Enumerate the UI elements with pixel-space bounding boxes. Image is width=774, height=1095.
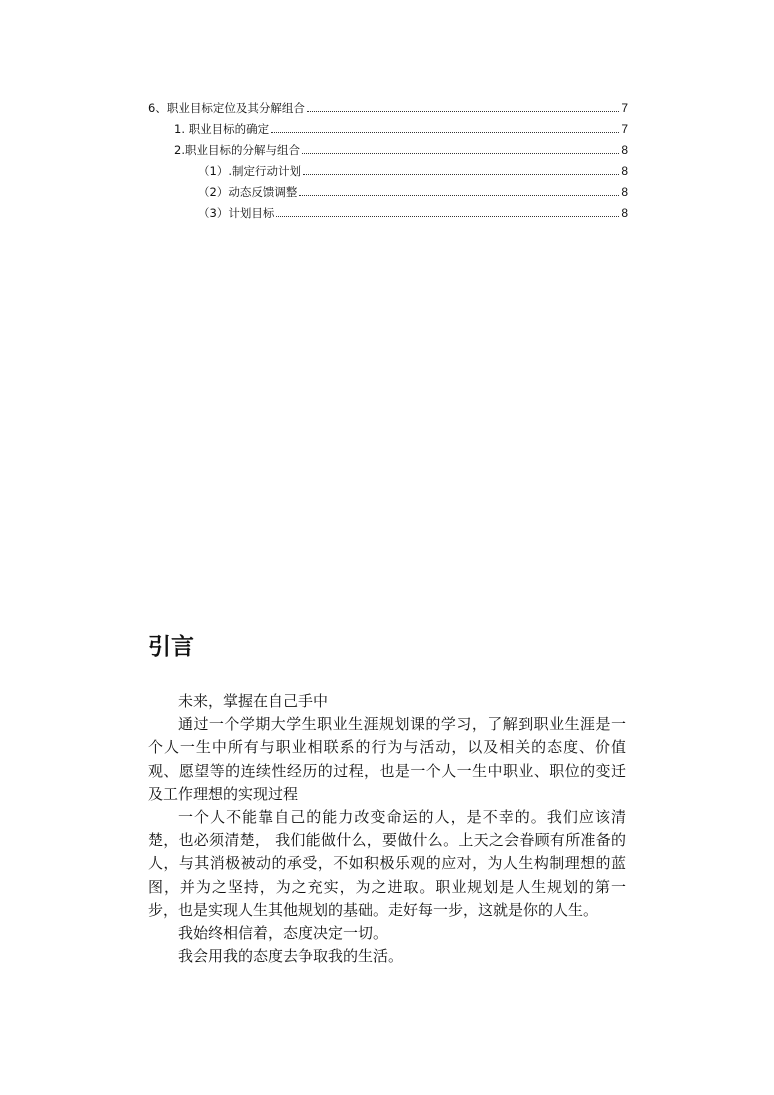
body-paragraph: 我会用我的态度去争取我的生活。	[178, 947, 404, 966]
toc-entry-page: 7	[621, 101, 628, 115]
toc-entry-page: 8	[621, 164, 628, 178]
toc-entry-page: 7	[621, 122, 628, 136]
toc-entry[interactable]	[198, 158, 628, 178]
toc-entry[interactable]	[148, 95, 628, 115]
toc-leader-dots	[271, 132, 619, 133]
toc-leader-dots	[303, 174, 619, 175]
toc-entry-label: （2）动态反馈调整	[198, 185, 298, 199]
body-paragraph: 通过一个学期大学生职业生涯规划课的学习，了解到职业生涯是一个人一生中所有与职业相联系的行为与活动，以及相关的态度、价值观、愿望等的连续性经历的过程，也是一个人一生中职业、职位的变迁及工作理想的实现过程	[148, 715, 626, 803]
body-paragraph: 未来，掌握在自己手中	[178, 692, 329, 710]
section-body	[148, 690, 626, 968]
toc-entry[interactable]	[198, 200, 628, 220]
toc-entry-page: 8	[621, 143, 628, 157]
section-heading: 引言	[148, 634, 194, 660]
toc-leader-dots	[299, 195, 619, 196]
toc-leader-dots	[276, 216, 619, 217]
toc-entry-label: （1）.制定行动计划	[198, 164, 301, 178]
body-paragraph: 我始终相信着，态度决定一切。	[178, 924, 389, 943]
toc-entry-label: （3）计划目标	[198, 206, 275, 220]
toc-leader-dots	[302, 153, 619, 154]
toc-entry[interactable]	[174, 116, 628, 136]
toc-entry-page: 8	[621, 206, 628, 220]
toc-entry[interactable]	[198, 179, 628, 199]
toc-entry[interactable]	[174, 137, 628, 157]
toc-entry-label: 2.职业目标的分解与组合	[174, 143, 300, 157]
toc-leader-dots	[307, 111, 619, 112]
toc-entry-label: 6、职业目标定位及其分解组合	[148, 101, 305, 115]
body-paragraph: 一个人不能靠自己的能力改变命运的人，是不幸的。我们应该清楚，也必须清楚， 我们能做什么，要做什么。上天之会眷顾有所准备的人，与其消极被动的承受，不如积极乐观的应对，为人生构制理想的蓝图，并为之坚持，为之充实，为之进取。职业规划是人生规划的第一步，也是实现人生其他规划的基础。走好每一步，这就是你的人生。	[148, 808, 626, 919]
toc-entry-label: 1. 职业目标的确定	[174, 122, 270, 136]
toc-entry-page: 8	[621, 185, 628, 199]
